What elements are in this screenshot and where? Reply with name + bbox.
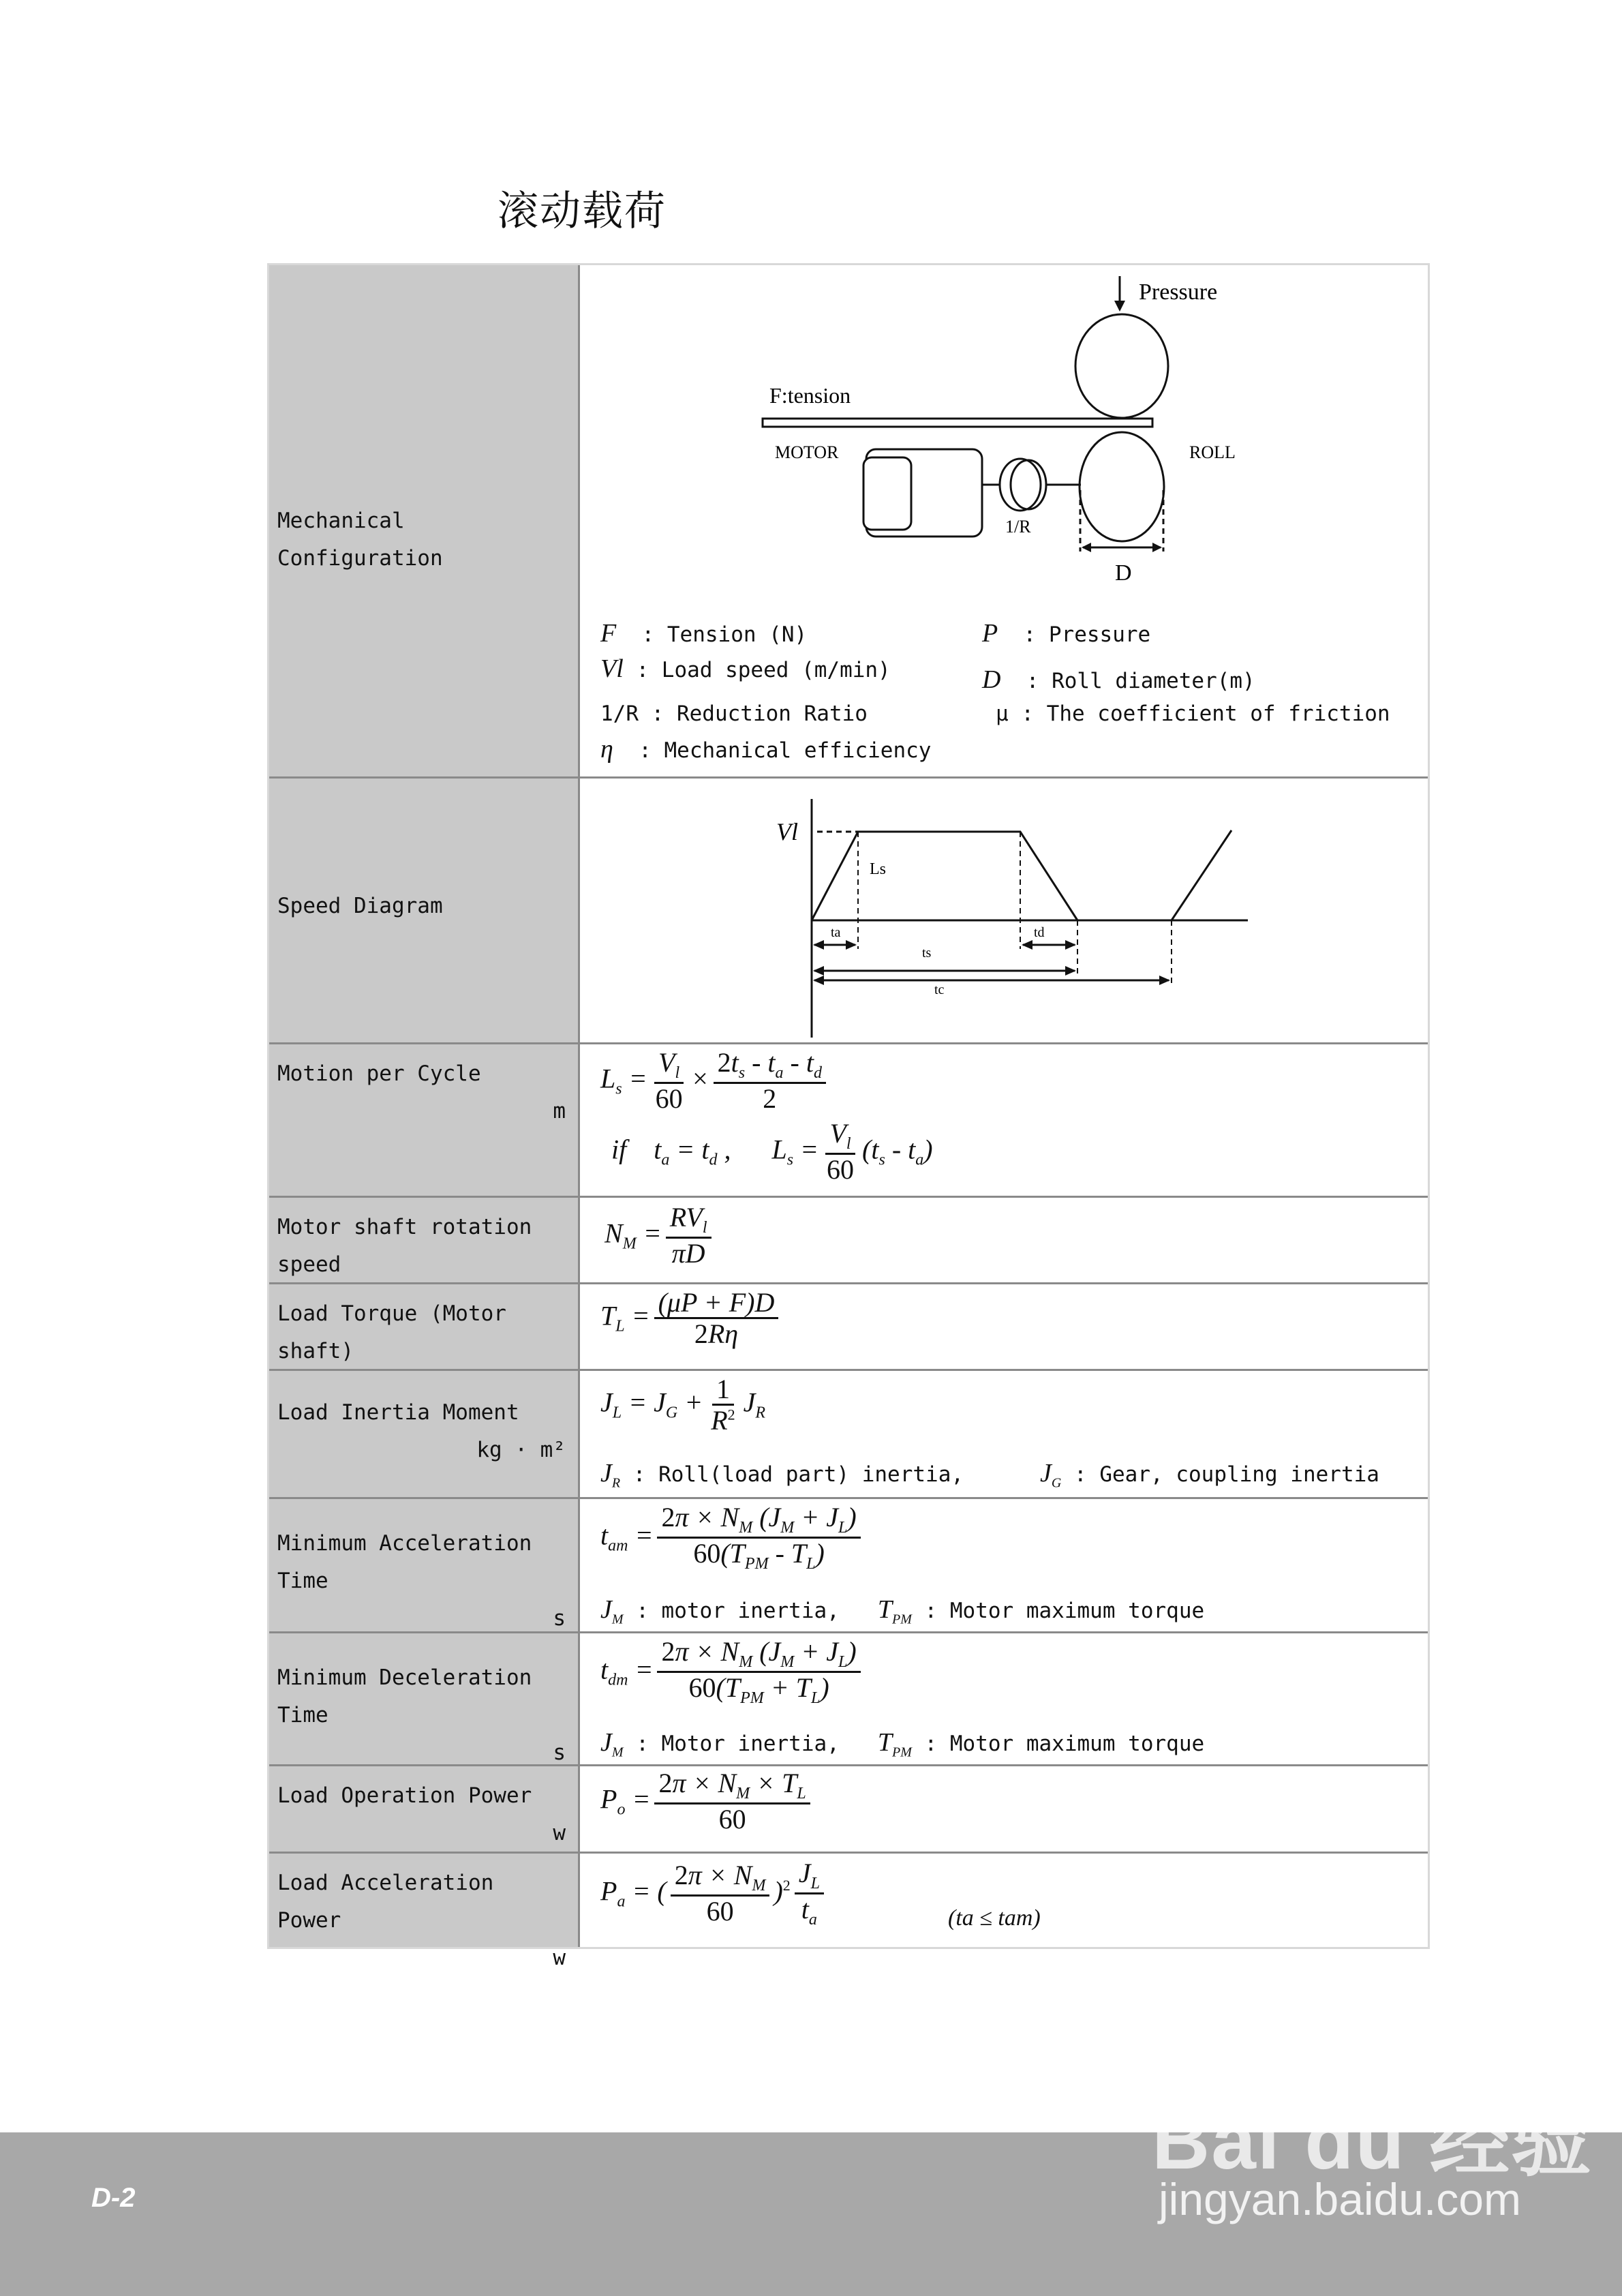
speed-profile <box>812 832 1077 920</box>
row-label: Minimum Deceleration Time s <box>269 1633 580 1764</box>
ts-label: ts <box>922 946 932 961</box>
formula-nm: $N_M$ = $\frac{RV_l}{\pi D}$ <box>605 1203 716 1269</box>
main-roll <box>1080 432 1164 541</box>
row-label <box>269 265 580 776</box>
legend-ratio: 1/R : Reduction Ratio <box>600 701 868 726</box>
row-motor-shaft-speed <box>269 1196 1428 1282</box>
row-load-operation-power <box>269 1764 1428 1852</box>
row-motion-per-cycle <box>269 1042 1428 1196</box>
row-label: Load Inertia Moment kg · m² <box>269 1371 580 1497</box>
legend-f: F : Tension (N) <box>600 619 808 648</box>
inertia-notes: $J_R$ : Roll(load part) inertia, $J_G$ : Gear, coupling inertia <box>600 1459 1379 1491</box>
formula-tdm: $t_{dm}$ = $\frac{2\pi \times N_M (J_M + J_L)}{60(T_{PM} + T_L)}$ <box>600 1637 865 1708</box>
row-min-acceleration <box>269 1497 1428 1631</box>
motor-body-front <box>863 457 911 530</box>
diameter-label: D <box>1115 560 1132 586</box>
ls-label: Ls <box>870 860 886 878</box>
row-speed-diagram <box>269 776 1428 1042</box>
formula-po: $P_o$ = $\frac{2\pi \times N_M \times T_L}{60}$ <box>600 1769 814 1834</box>
tc-label: tc <box>934 982 945 997</box>
row-load-torque <box>269 1282 1428 1369</box>
label-line1: Mechanical <box>277 509 405 533</box>
motor-label: MOTOR <box>775 442 839 462</box>
td-label: td <box>1034 925 1045 940</box>
tension-label: F:tension <box>769 383 851 408</box>
tension-web <box>763 419 1152 427</box>
formula-tam: $t_{am}$ = $\frac{2\pi \times N_M (J_M + J_L)}{60(T_{PM} - T_L)}$ <box>600 1503 865 1573</box>
vl-label: Vl <box>776 818 798 845</box>
row-mechanical-configuration <box>269 265 1428 776</box>
ratio-label: 1/R <box>1005 517 1031 537</box>
row-label: Load Torque (Motor shaft) <box>269 1284 580 1369</box>
legend-eta: η : Mechanical efficiency <box>600 735 932 764</box>
mechanical-diagram <box>580 265 1429 626</box>
watermark-url: jingyan.baidu.com <box>1159 2174 1521 2224</box>
row-load-acceleration-power <box>269 1852 1428 1970</box>
row-label: Minimum Acceleration Time s <box>269 1499 580 1631</box>
pressure-label: Pressure <box>1139 280 1218 305</box>
row-label: Motion per Cycle m <box>269 1044 580 1196</box>
legend-vl: Vl : Load speed (m/min) <box>600 654 891 683</box>
page-title: 滚动载荷 <box>498 187 667 235</box>
legend-d: D : Roll diameter(m) <box>982 665 1255 694</box>
gear <box>1000 459 1041 511</box>
ta-label: ta <box>831 925 841 940</box>
page-number: D-2 <box>91 2183 136 2213</box>
formula-ls-simplified: if $t_a = t_d$ , $L_s$ = $\frac{V_l}{60}$ $(t_s - t_a)$ <box>611 1118 933 1185</box>
formula-tl: $T_L$ = $\frac{(\mu P + F)D}{2R\eta}$ <box>600 1288 782 1349</box>
formula-ls: $L_s$ = $\frac{V_l}{60}$ × $\frac{2t_s - t_a - t_d}{2}$ <box>600 1048 830 1114</box>
legend-mu: μ : The coefficient of friction <box>996 701 1390 726</box>
acc-notes: $J_M$ : motor inertia, $T_{PM}$ : Motor maximum torque <box>600 1595 1205 1627</box>
row-label: Motor shaft rotation speed <box>269 1198 580 1282</box>
speed-diagram <box>580 779 1429 1044</box>
row-label: Load Acceleration Power w <box>269 1854 580 1947</box>
formula-table <box>267 263 1430 1970</box>
watermark-logo: Bai du 经验 <box>1152 2096 1593 2186</box>
row-min-deceleration <box>269 1631 1428 1764</box>
row-label: Load Operation Power w <box>269 1766 580 1852</box>
roll-label: ROLL <box>1189 442 1236 462</box>
row-load-inertia <box>269 1369 1428 1497</box>
legend-p: P : Pressure <box>982 619 1151 648</box>
formula-pa: $P_a$ = ( $\frac{2\pi \times N_M}{60}$ )$^2$ $\frac{J_L}{t_a}$ <box>600 1859 828 1929</box>
row-label: Speed Diagram <box>269 779 580 1042</box>
condition: (ta ≤ tam) <box>948 1905 1041 1931</box>
dec-notes: $J_M$ : Motor inertia, $T_{PM}$ : Motor maximum torque <box>600 1728 1205 1760</box>
label-line2: Configuration <box>277 546 443 571</box>
pressure-roll <box>1075 314 1168 418</box>
formula-jl: $J_L = J_G$ + $\frac{1}{R^2}$ $J_R$ <box>600 1374 766 1436</box>
